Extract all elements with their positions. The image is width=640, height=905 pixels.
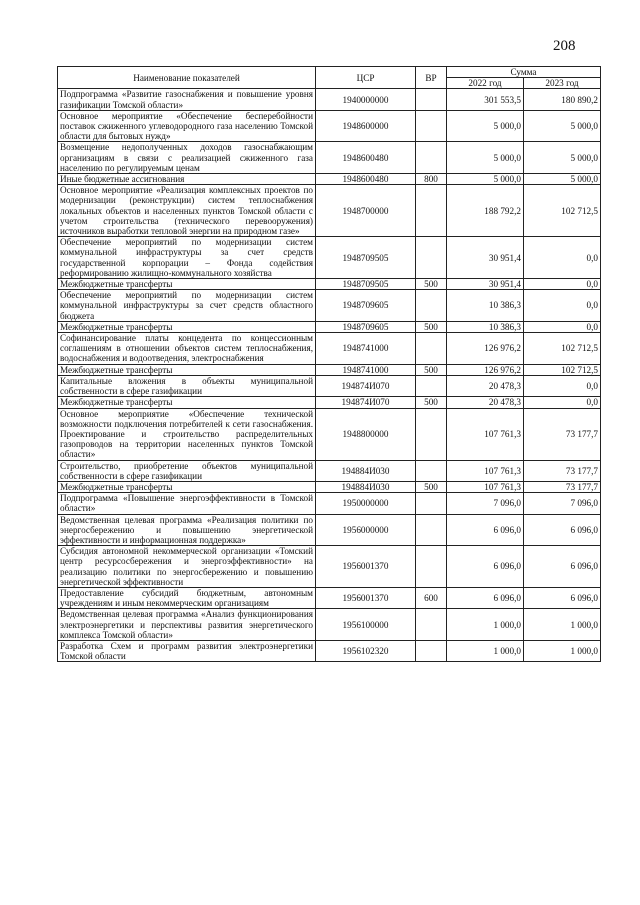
- cell-amount-2022: 107 761,3: [447, 460, 524, 481]
- cell-name: Строительство, приобретение объектов муниципальной собственности в сфере газификации: [58, 460, 316, 481]
- cell-csr: 1948800000: [316, 408, 416, 460]
- cell-amount-2022: 6 096,0: [447, 587, 524, 608]
- cell-csr: 1956102320: [316, 640, 416, 661]
- cell-vr: [416, 333, 447, 365]
- cell-name: Основное мероприятие «Обеспечение бесперебойности поставок сжиженного углеводородного газа населению Томской области для бытовых нужд»: [58, 110, 316, 142]
- table-row: [58, 640, 601, 661]
- cell-amount-2022: 188 792,2: [447, 185, 524, 237]
- cell-amount-2022: 6 096,0: [447, 546, 524, 588]
- cell-name: Разработка Схем и программ развития электроэнергетики Томской области: [58, 640, 316, 661]
- cell-csr: 1956000000: [316, 514, 416, 546]
- cell-csr: 1948600480: [316, 142, 416, 174]
- cell-name: Подпрограмма «Повышение энергоэффективности в Томской области»: [58, 493, 316, 514]
- cell-amount-2022: 107 761,3: [447, 481, 524, 492]
- cell-vr: [416, 493, 447, 514]
- cell-amount-2023: 0,0: [524, 237, 601, 279]
- cell-amount-2022: 107 761,3: [447, 408, 524, 460]
- cell-csr: 1948741000: [316, 333, 416, 365]
- cell-name: Межбюджетные трансферты: [58, 481, 316, 492]
- table-row: [58, 397, 601, 408]
- cell-amount-2022: 126 976,2: [447, 364, 524, 375]
- cell-amount-2022: 1 000,0: [447, 640, 524, 661]
- table-row: [58, 481, 601, 492]
- cell-amount-2023: 5 000,0: [524, 174, 601, 185]
- cell-vr: 800: [416, 174, 447, 185]
- cell-name: Подпрограмма «Развитие газоснабжения и повышение уровня газификации Томской области»: [58, 89, 316, 110]
- table-body: [58, 89, 601, 662]
- cell-name: Межбюджетные трансферты: [58, 321, 316, 332]
- cell-amount-2022: 30 951,4: [447, 279, 524, 290]
- cell-name: Софинансирование платы концедента по концессионным соглашениям в отношении объектов систем теплоснабжения, водоснабжения и водоотведения, электроснабжения: [58, 333, 316, 365]
- cell-csr: 1948741000: [316, 364, 416, 375]
- cell-name: Ведомственная целевая программа «Анализ функционирования электроэнергетики и перспективы развития энергетического комплекса Томской области»: [58, 609, 316, 641]
- cell-amount-2023: 7 096,0: [524, 493, 601, 514]
- table-row: [58, 609, 601, 641]
- cell-amount-2023: 0,0: [524, 321, 601, 332]
- table-row: [58, 493, 601, 514]
- header-vr: ВР: [416, 67, 447, 89]
- cell-amount-2023: 102 712,5: [524, 333, 601, 365]
- header-sum: Сумма: [447, 67, 601, 78]
- header-name: Наименование показателей: [58, 67, 316, 89]
- cell-csr: 1948600000: [316, 110, 416, 142]
- cell-csr: 194874И070: [316, 397, 416, 408]
- table-row: [58, 89, 601, 110]
- cell-amount-2022: 20 478,3: [447, 375, 524, 396]
- cell-amount-2022: 6 096,0: [447, 514, 524, 546]
- cell-csr: 1948709605: [316, 290, 416, 322]
- cell-amount-2023: 6 096,0: [524, 587, 601, 608]
- cell-csr: 1948709505: [316, 279, 416, 290]
- cell-name: Межбюджетные трансферты: [58, 279, 316, 290]
- cell-amount-2023: 180 890,2: [524, 89, 601, 110]
- table-row: [58, 142, 601, 174]
- cell-vr: [416, 609, 447, 641]
- cell-amount-2022: 301 553,5: [447, 89, 524, 110]
- cell-vr: [416, 89, 447, 110]
- header-year-2023: 2023 год: [524, 78, 601, 89]
- cell-vr: [416, 408, 447, 460]
- cell-csr: 1950000000: [316, 493, 416, 514]
- cell-csr: 1940000000: [316, 89, 416, 110]
- cell-csr: 1956100000: [316, 609, 416, 641]
- cell-amount-2022: 20 478,3: [447, 397, 524, 408]
- cell-vr: [416, 185, 447, 237]
- cell-vr: 500: [416, 321, 447, 332]
- table-row: [58, 333, 601, 365]
- cell-vr: [416, 110, 447, 142]
- budget-table: [57, 66, 601, 662]
- page-number: 208: [553, 38, 576, 54]
- cell-amount-2023: 0,0: [524, 397, 601, 408]
- cell-vr: [416, 546, 447, 588]
- cell-amount-2023: 5 000,0: [524, 142, 601, 174]
- cell-vr: [416, 375, 447, 396]
- cell-csr: 1948700000: [316, 185, 416, 237]
- table-row: [58, 279, 601, 290]
- table-row: [58, 110, 601, 142]
- cell-amount-2023: 0,0: [524, 290, 601, 322]
- table-row: [58, 237, 601, 279]
- cell-vr: [416, 237, 447, 279]
- header-year-2022: 2022 год: [447, 78, 524, 89]
- cell-amount-2023: 73 177,7: [524, 460, 601, 481]
- cell-amount-2022: 7 096,0: [447, 493, 524, 514]
- cell-name: Основное мероприятие «Реализация комплексных проектов по модернизации (реконструкции) систем теплоснабжения локальных объектов и населенных пунктов Томской области с учетом строительства (технического перевооружения) источников выработки тепловой энергии на природном газе»: [58, 185, 316, 237]
- cell-amount-2022: 10 386,3: [447, 290, 524, 322]
- cell-vr: [416, 514, 447, 546]
- table-row: [58, 546, 601, 588]
- cell-vr: 600: [416, 587, 447, 608]
- cell-name: Капитальные вложения в объекты муниципальной собственности в сфере газификации: [58, 375, 316, 396]
- table-row: [58, 290, 601, 322]
- table-header: [58, 67, 601, 89]
- cell-amount-2023: 1 000,0: [524, 609, 601, 641]
- cell-amount-2022: 5 000,0: [447, 142, 524, 174]
- cell-csr: 194884И030: [316, 460, 416, 481]
- cell-name: Предоставление субсидий бюджетным, автономным учреждениям и иным некоммерческим организациям: [58, 587, 316, 608]
- cell-name: Иные бюджетные ассигнования: [58, 174, 316, 185]
- cell-amount-2022: 1 000,0: [447, 609, 524, 641]
- cell-vr: 500: [416, 481, 447, 492]
- table-row: [58, 460, 601, 481]
- cell-name: Межбюджетные трансферты: [58, 364, 316, 375]
- cell-amount-2023: 1 000,0: [524, 640, 601, 661]
- cell-amount-2023: 102 712,5: [524, 185, 601, 237]
- cell-name: Субсидия автономной некоммерческой организации «Томский центр ресурсосбережения и энергоэффективности» на реализацию политики по энергосбережению и повышению энергетической эффективности: [58, 546, 316, 588]
- cell-name: Обеспечение мероприятий по модернизации систем коммунальной инфраструктуры за счет средств государственной корпорации – Фонда содействия реформированию жилищно-коммунального хозяйства: [58, 237, 316, 279]
- cell-vr: 500: [416, 279, 447, 290]
- cell-amount-2022: 5 000,0: [447, 110, 524, 142]
- table-row: [58, 174, 601, 185]
- cell-vr: [416, 290, 447, 322]
- cell-amount-2023: 6 096,0: [524, 546, 601, 588]
- table-row: [58, 185, 601, 237]
- cell-amount-2023: 73 177,7: [524, 408, 601, 460]
- cell-vr: [416, 142, 447, 174]
- cell-amount-2023: 6 096,0: [524, 514, 601, 546]
- table-row: [58, 321, 601, 332]
- cell-amount-2023: 73 177,7: [524, 481, 601, 492]
- cell-vr: 500: [416, 364, 447, 375]
- header-csr: ЦСР: [316, 67, 416, 89]
- cell-csr: 1956001370: [316, 587, 416, 608]
- cell-csr: 1948709505: [316, 237, 416, 279]
- cell-amount-2023: 0,0: [524, 375, 601, 396]
- cell-amount-2023: 5 000,0: [524, 110, 601, 142]
- table-row: [58, 514, 601, 546]
- cell-csr: 194874И070: [316, 375, 416, 396]
- cell-amount-2022: 126 976,2: [447, 333, 524, 365]
- table-row: [58, 364, 601, 375]
- cell-vr: [416, 640, 447, 661]
- cell-amount-2023: 0,0: [524, 279, 601, 290]
- table-row: [58, 375, 601, 396]
- cell-amount-2023: 102 712,5: [524, 364, 601, 375]
- cell-csr: 194884И030: [316, 481, 416, 492]
- table-row: [58, 587, 601, 608]
- table-row: [58, 408, 601, 460]
- cell-name: Обеспечение мероприятий по модернизации систем коммунальной инфраструктуры за счет средств областного бюджета: [58, 290, 316, 322]
- cell-amount-2022: 5 000,0: [447, 174, 524, 185]
- cell-csr: 1956001370: [316, 546, 416, 588]
- cell-csr: 1948709605: [316, 321, 416, 332]
- cell-name: Межбюджетные трансферты: [58, 397, 316, 408]
- cell-name: Ведомственная целевая программа «Реализация политики по энергосбережению и повышению энергетической эффективности и информационная поддержка»: [58, 514, 316, 546]
- cell-name: Основное мероприятие «Обеспечение технической возможности подключения потребителей к сети газоснабжения. Проектирование и строительство распределительных газопроводов на территории населенных пунктов Томской области»: [58, 408, 316, 460]
- cell-csr: 1948600480: [316, 174, 416, 185]
- cell-amount-2022: 10 386,3: [447, 321, 524, 332]
- cell-name: Возмещение недополученных доходов газоснабжающим организациям в связи с реализацией сжиженного газа населению по регулируемым ценам: [58, 142, 316, 174]
- cell-vr: 500: [416, 397, 447, 408]
- cell-vr: [416, 460, 447, 481]
- cell-amount-2022: 30 951,4: [447, 237, 524, 279]
